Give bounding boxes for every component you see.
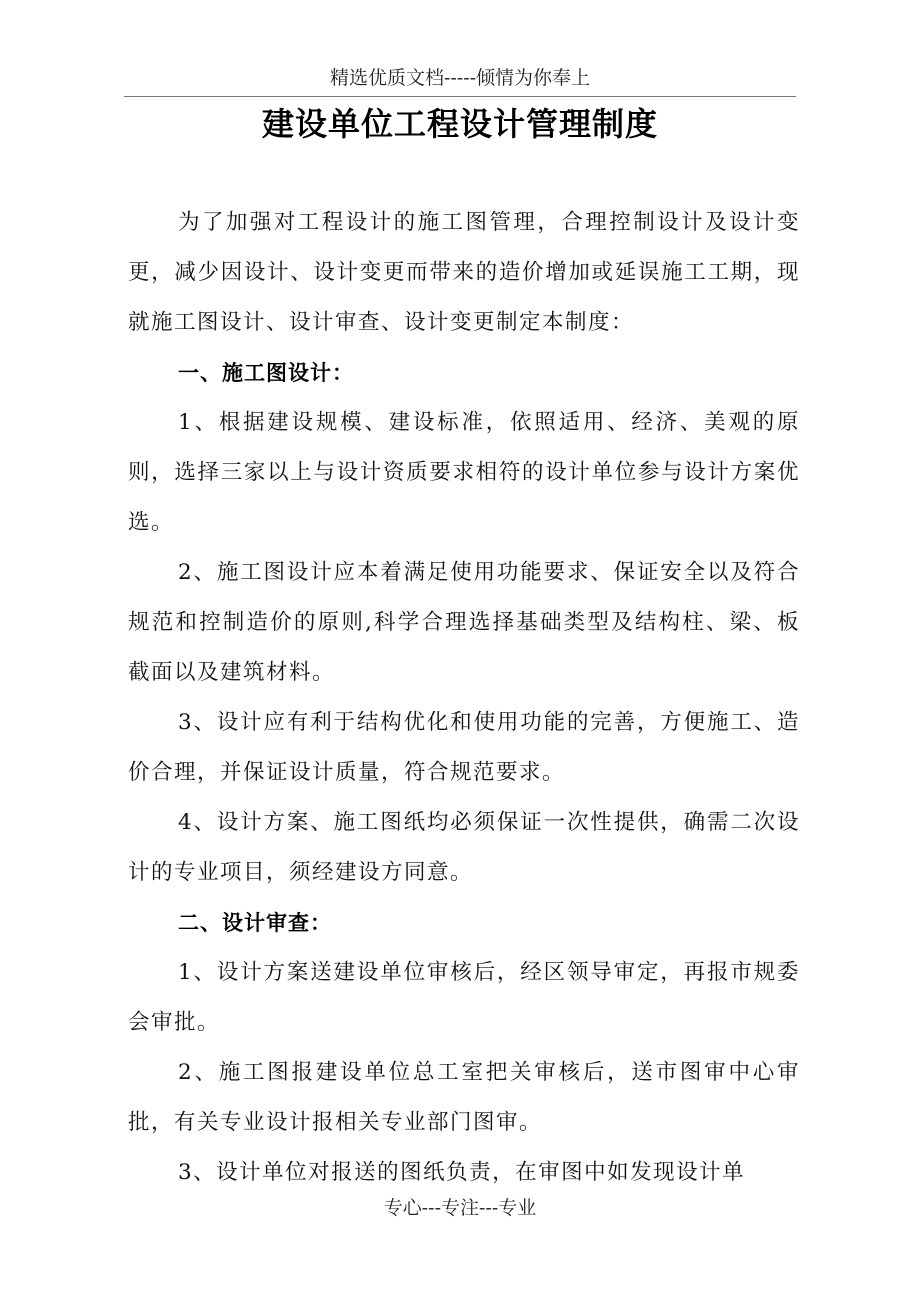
header-divider — [124, 96, 796, 97]
intro-paragraph: 为了加强对工程设计的施工图管理，合理控制设计及设计变更，减少因设计、设计变更而带来的造价增加或延误施工工期，现就施工图设计、设计审查、设计变更制定本制度： — [128, 210, 800, 335]
section-1-item-2: 2、施工图设计应本着满足使用功能要求、保证安全以及符合规范和控制造价的原则,科学合理选择基础类型及结构柱、梁、板截面以及建筑材料。 — [128, 560, 800, 685]
page-footer: 专心---专注---专业 — [383, 1197, 537, 1219]
section-heading-design-review: 二、设计审查： — [178, 911, 332, 935]
section-1-item-4: 4、设计方案、施工图纸均必须保证一次性提供，确需二次设计的专业项目，须经建设方同意。 — [128, 810, 800, 885]
section-2-item-3: 3、设计单位对报送的图纸负责，在审图中如发现设计单 — [178, 1160, 746, 1185]
section-2-item-2: 2、施工图报建设单位总工室把关审核后，送市图审中心审批，有关专业设计报相关专业部门图审。 — [128, 1060, 800, 1135]
document-title: 建设单位工程设计管理制度 — [261, 105, 658, 143]
section-heading-construction-drawing-design: 一、施工图设计： — [178, 361, 354, 385]
section-1-item-3: 3、设计应有利于结构优化和使用功能的完善，方便施工、造价合理，并保证设计质量，符合规范要求。 — [128, 710, 800, 785]
page-header: 精选优质文档-----倾情为你奉上 — [329, 67, 591, 89]
document-body — [128, 198, 800, 1198]
section-1-item-1: 1、根据建设规模、建设标准，依照适用、经济、美观的原则，选择三家以上与设计资质要求相符的设计单位参与设计方案优选。 — [128, 410, 800, 535]
section-2-item-1: 1、设计方案送建设单位审核后，经区领导审定，再报市规委会审批。 — [128, 960, 800, 1035]
